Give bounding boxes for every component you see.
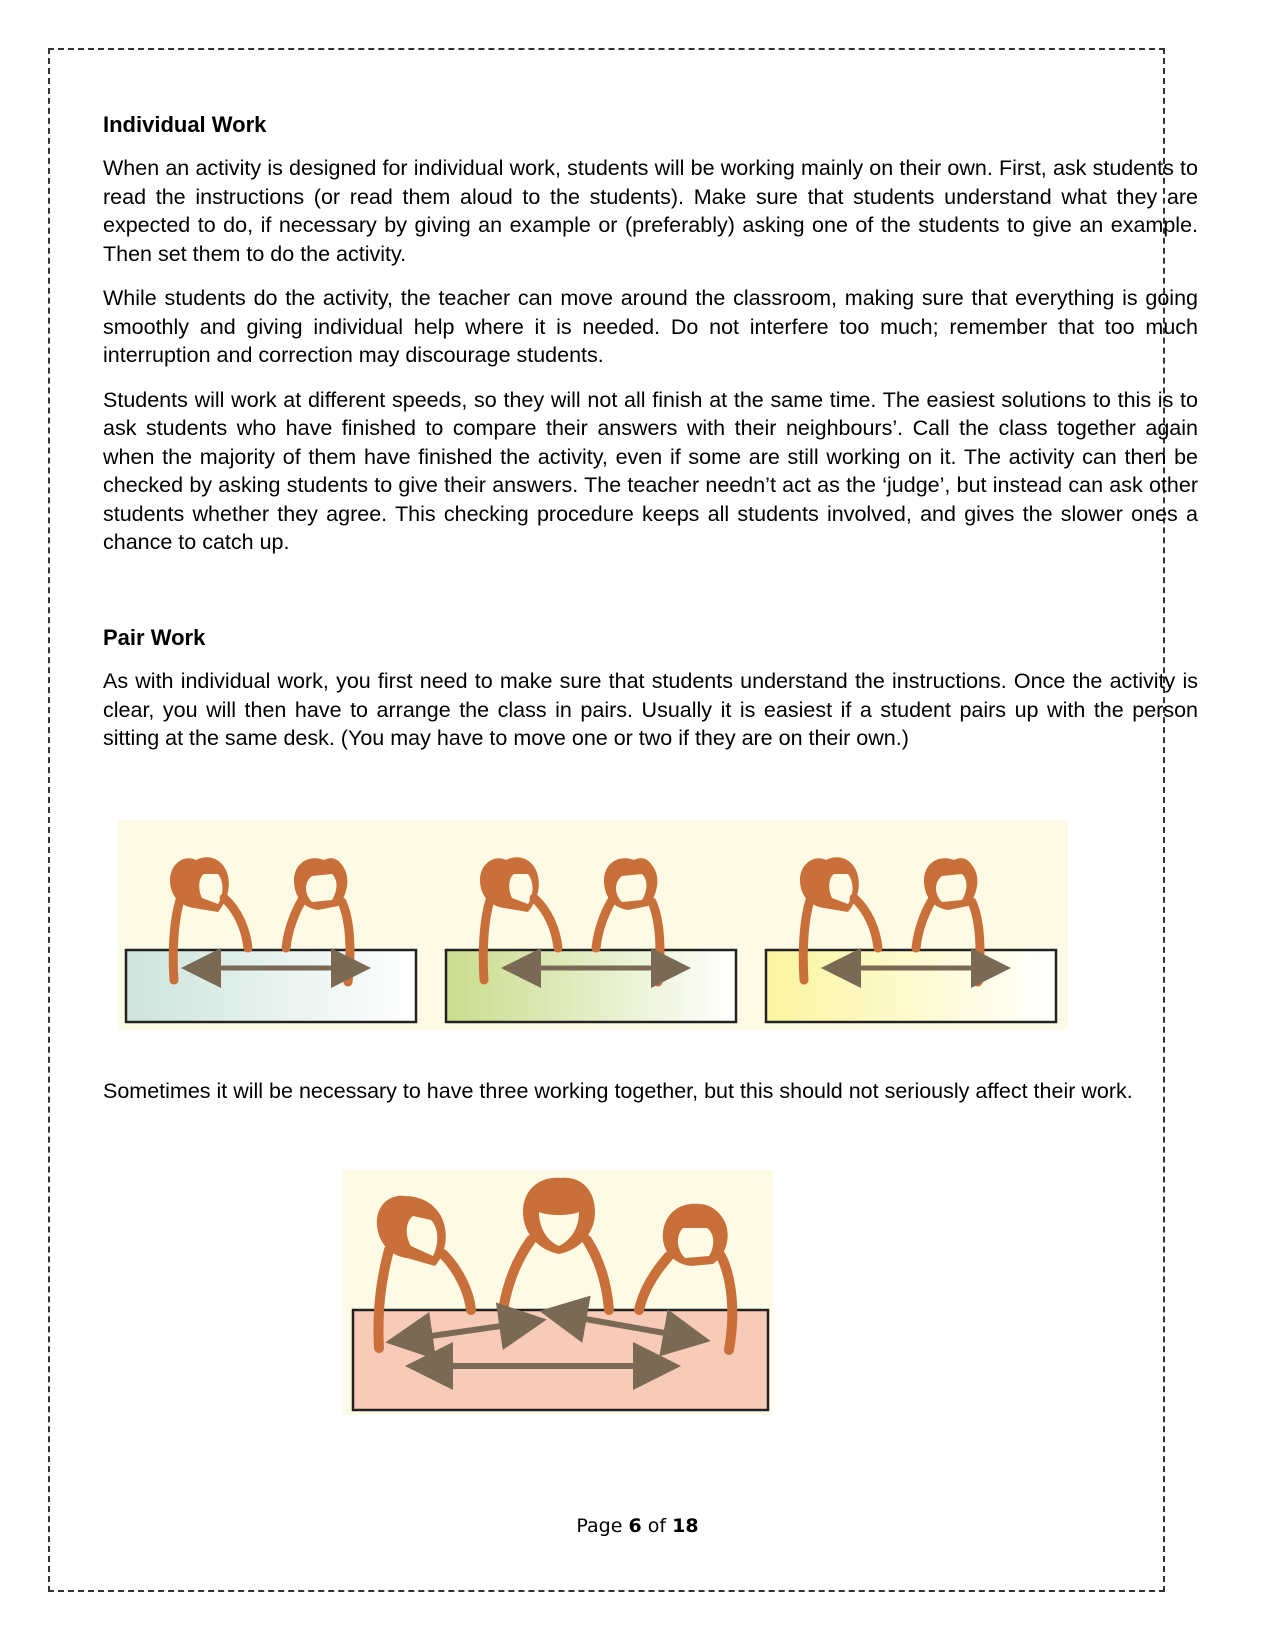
pair-work-illustration [118,820,1118,1038]
paragraph: While students do the activity, the teacher can move around the classroom, making sure that everything is going smoothly and giving individual help where it is needed. Do not interfere too much; remember that too much interruption and correction may discourage students. [103,286,1198,368]
page-number-current: 6 [628,1515,642,1537]
page-of-label: of [647,1515,667,1537]
paragraph: Students will work at different speeds, so they will not all finish at the same time. The easiest solutions to this is to ask students who have finished to compare their answers with their neighbours’. Call the class together again when the majority of them have finished the activity, even if some are still working on it. The activity can then be checked by asking students to give their answers. The teacher needn’t act as the ‘judge’, but instead can ask other students whether they agree. This checking procedure keeps all students involved, and gives the slower ones a chance to catch up. [103,387,1198,555]
paragraph: As with individual work, you first need to make sure that students understand the instructions. Once the activity is clear, you will then have to arrange the class in pairs. Usually it is easiest if a student pairs up with the person sitting at the same desk. (You may have to move one or two if they are on their own.) [103,669,1198,751]
section-heading-pair-work: Pair Work [103,624,206,650]
page-content [103,112,1198,769]
page-label: Page [576,1515,623,1537]
group-of-three-illustration [343,1170,783,1420]
page-footer [0,1515,1275,1537]
paragraph: When an activity is designed for individual work, students will be working mainly on their own. First, ask students to read the instructions (or read them aloud to the students). Make sure that students understand what they are expected to do, if necessary by giving an example or (preferably) asking one of the students to give an example. Then set them to do the activity. [103,156,1198,266]
trio-sentence: Sometimes it will be necessary to have three working together, but this should not seriously affect their work. [103,1079,1133,1103]
section-heading-individual-work: Individual Work [103,112,267,137]
page-number-total: 18 [672,1515,699,1537]
